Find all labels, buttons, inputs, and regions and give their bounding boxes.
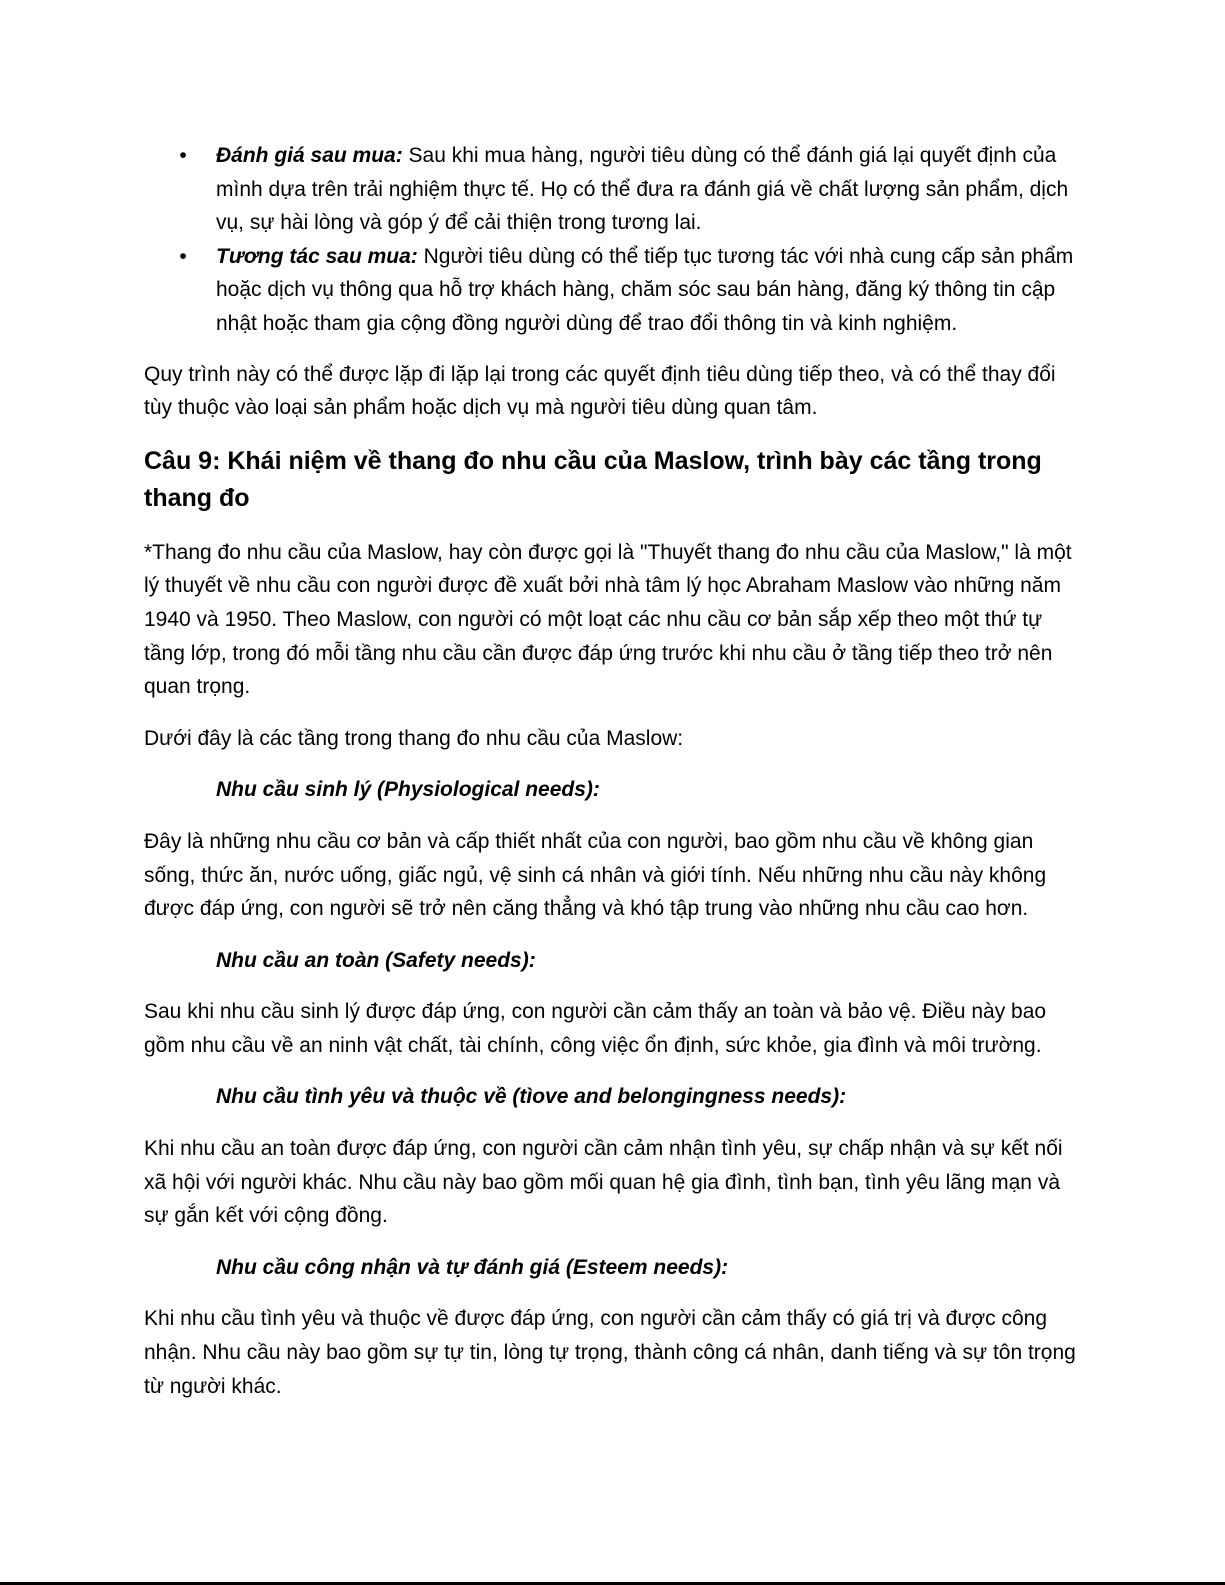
- list-item-text: Sau khi mua hàng, người tiêu dùng có thể đánh giá lại quyết định của mình dựa trên trải nghiệm thực tế. Họ có thể đưa ra đánh giá về chất lượng sản phẩm, dịch vụ, sự hài lòng và góp ý để cải thiện trong tương lai.: [216, 144, 1069, 235]
- post-purchase-list: [144, 139, 1079, 341]
- page-content: [144, 139, 1079, 1421]
- list-item-label: Tương tác sau mua:: [216, 244, 418, 268]
- list-item-label: Đánh giá sau mua:: [216, 144, 403, 167]
- level-title-physiological: Nhu cầu sinh lý (Physiological needs):: [216, 778, 600, 802]
- list-item: [144, 139, 1079, 240]
- level-title-safety: Nhu cầu an toàn (Safety needs):: [216, 948, 536, 972]
- level-title-esteem: Nhu cầu công nhận và tự đánh giá (Esteem needs):: [216, 1255, 729, 1279]
- level-description-love-belonging: Khi nhu cầu an toàn được đáp ứng, con người cần cảm nhận tình yêu, sự chấp nhận và sự kết nối xã hội với người khác. Nhu cầu này bao gồm mối quan hệ gia đình, tình bạn, tình yêu lãng mạn và sự gắn kết với cộng đồng.: [144, 1137, 1063, 1228]
- process-note-paragraph: Quy trình này có thể được lặp đi lặp lại trong các quyết định tiêu dùng tiếp theo, và có thể thay đổi tùy thuộc vào loại sản phẩm hoặc dịch vụ mà người tiêu dùng quan tâm.: [144, 362, 1056, 420]
- level-description-esteem: Khi nhu cầu tình yêu và thuộc về được đáp ứng, con người cần cảm thấy có giá trị và được công nhận. Nhu cầu này bao gồm sự tự tin, lòng tự trọng, thành công cá nhân, danh tiếng và sự tôn trọng từ người khác.: [144, 1307, 1076, 1398]
- bullet-icon: •: [179, 244, 187, 268]
- definition-paragraph: *Thang đo nhu cầu của Maslow, hay còn được gọi là "Thuyết thang đo nhu cầu của Maslow," là một lý thuyết về nhu cầu con người được đề xuất bởi nhà tâm lý học Abraham Maslow vào những năm 1940 và 1950. Theo Maslow, con người có một loạt các nhu cầu cơ bản sắp xếp theo một thứ tự tầng lớp, trong đó mỗi tầng nhu cầu cần được đáp ứng trước khi nhu cầu ở tầng tiếp theo trở nên quan trọng.: [144, 540, 1072, 699]
- level-title-love-belonging: Nhu cầu tình yêu và thuộc về (tìove and belongingness needs):: [216, 1085, 847, 1109]
- list-item-text: Người tiêu dùng có thể tiếp tục tương tác với nhà cung cấp sản phẩm hoặc dịch vụ thông qua hỗ trợ khách hàng, chăm sóc sau bán hàng, đăng ký thông tin cập nhật hoặc tham gia cộng đồng người dùng để trao đổi thông tin và kinh nghiệm.: [216, 244, 1074, 335]
- level-description-safety: Sau khi nhu cầu sinh lý được đáp ứng, con người cần cảm thấy an toàn và bảo vệ. Điều này bao gồm nhu cầu về an ninh vật chất, tài chính, công việc ổn định, sức khỏe, gia đình và môi trường.: [144, 1000, 1047, 1057]
- level-description-physiological: Đây là những nhu cầu cơ bản và cấp thiết nhất của con người, bao gồm nhu cầu về không gian sống, thức ăn, nước uống, giấc ngủ, vệ sinh cá nhân và giới tính. Nếu những nhu cầu này không được đáp ứng, con người sẽ trở nên căng thẳng và khó tập trung vào những nhu cầu cao hơn.: [144, 829, 1047, 921]
- bullet-icon: •: [179, 144, 187, 167]
- section-heading: Câu 9: Khái niệm về thang đo nhu cầu của Maslow, trình bày các tầng trong thang đo: [144, 446, 1042, 513]
- levels-intro-paragraph: Dưới đây là các tầng trong thang đo nhu cầu của Maslow:: [144, 726, 684, 750]
- list-item: [144, 240, 1079, 341]
